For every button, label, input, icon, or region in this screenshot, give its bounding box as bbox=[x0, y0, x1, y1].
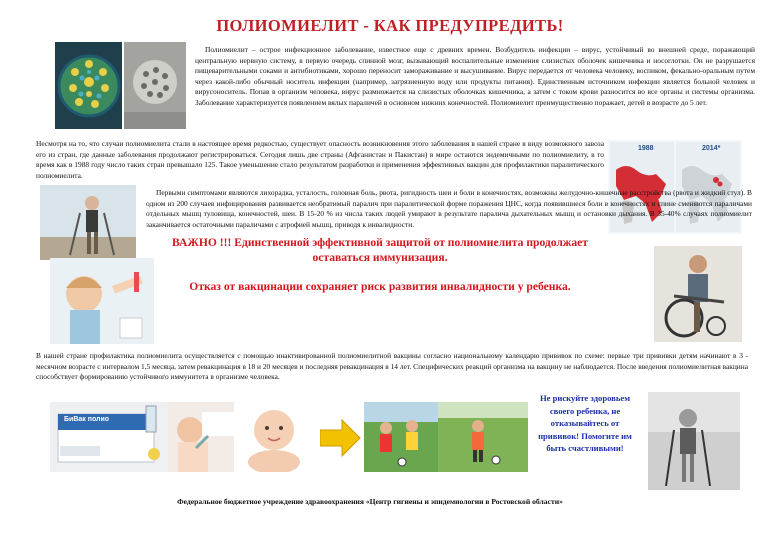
baby-photo bbox=[234, 402, 320, 472]
prevention-paragraph: В нашей стране профилактика полиомиелита осуществляется с помощью инактивированной полиомиелитной вакцины согласно национальному календарю прививок по схеме: первые три прививки детям начинают в 3 - месячном возрасте с интервалом 1,5 месяца, затем ревакцинация в 18 и 20 месяцев и последняя ревакцинация в 14 лет. Специфических реакций организма на вакцину не наблюдается. После введения полиомиелитная вакцина способствует формированию устойчивого иммунитета в организме человека. bbox=[36, 351, 748, 382]
important-line-refusal: Отказ от вакцинации сохраняет риск развития инвалидности у ребенка. bbox=[189, 280, 571, 293]
context-paragraph: Несмотря на то, что случаи полиомиелита стали в настоящее время редкостью, существует опасность возникновения этого заболевания в нашей стране в виду возможного завоза его из стран, где данные заболевания продолжают регистрироваться. Сегодня лишь две страны (Афганистан и Пакистан) в мире остаются эндемичными по полиомиелиту, в то время как в 1988 году число таких стран превышало 125. Такое уменьшение стало результатом разработки и применения эффективных вакцин для профилактики паралитического полиомиелита. bbox=[36, 139, 604, 180]
vaccine-box-label: БиВак полио bbox=[64, 416, 110, 423]
child-crutches-bw-photo bbox=[648, 392, 740, 490]
child-medicine-photo bbox=[50, 258, 154, 344]
vaccination-photo bbox=[168, 402, 234, 472]
map-year-1988: 1988 bbox=[638, 145, 654, 152]
page-title: ПОЛИОМИЕЛИТ - КАК ПРЕДУПРЕДИТЬ! bbox=[216, 16, 564, 35]
micrograph-image bbox=[124, 42, 186, 129]
intro-paragraph: Полиомиелит – острое инфекционное заболевание, известное еще с древних времен. Возбудитель инфекции – вирус, устойчивый во внешней среде, поражающий центральную нервную систему, в первую очередь спинной мозг, вызывающий воспалительные изменения слизистых оболочек кишечника и носоглотки. Он не разрушается пищеварительными соками и антибиотиками, хорошо переносит замораживание и высушивание. Вирус передается от человека человеку, воспиком, фекально-оральным путем через какой-либо обычный носитель инфекции (например, загрязненную воду или продукты питания). Единственным источником инфекции является больной человек и вирусоноситель. Попав в организм человека, вирус размножается на слизистых оболочках кишечника, а затем с током крови разносится во все органы и системы организма. Заболевание характеризуется появлением вялых параличей в основном нижних конечностей. Полиомиелит преимущественно поражает, детей в возрасте до 5 лет. bbox=[195, 45, 755, 107]
kid-on-grass-photo bbox=[438, 402, 528, 472]
important-line-immunization: ВАЖНО !!! Единственной эффективной защитой от полиомиелита продолжает оставаться иммунизация. bbox=[172, 236, 588, 264]
footer-organization: Федеральное бюджетное учреждение здравоохранения «Центр гигиены и эпидемиологии в Ростовской области» bbox=[177, 497, 563, 506]
virus-image bbox=[55, 42, 122, 129]
callout-message: Не рискуйте здоровьем своего ребенка, не отказывайтесь от прививок! Помогите им быть счастливыми! bbox=[538, 393, 632, 454]
map-year-2014: 2014* bbox=[702, 145, 721, 152]
crutches-photo bbox=[40, 185, 136, 260]
vaccine-box-photo bbox=[50, 402, 170, 472]
symptoms-paragraph: Первыми симптомами являются лихорадка, усталость, головная боль, рвота, ригидность шеи и боли в конечностях, возможны желудочно-кишечные расстройства (рвота и жидкий стул). В одном из 200 случаев инфицирования развивается необратимый паралич при паралитической форме поражения ЦНС, когда появившиеся боли в конечностях и спине сменяются параличами отдельных мышц туловища, конечностей, шеи. В 15-20 % из числа таких людей умирают в результате паралича дыхательных мышц и остановки дыхания. В 35-40% случаях полиомиелит заканчивается остаточными параличами с атрофией мышц, приводя к инвалидности. bbox=[146, 188, 752, 229]
football-kids-photo bbox=[364, 402, 438, 472]
arrow-icon bbox=[320, 418, 362, 463]
important-notice bbox=[160, 235, 600, 294]
wheelchair-photo bbox=[654, 246, 742, 342]
